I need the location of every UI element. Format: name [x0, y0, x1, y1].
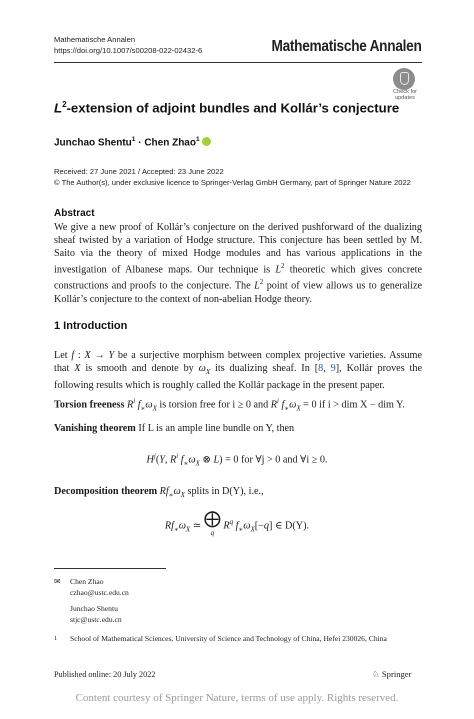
contact-email[interactable]: czhao@ustc.edu.cn: [70, 587, 129, 597]
decomposition-equation: $Rf_∗\omega_X$ ≃ ⨁ q $R^q$ $f_∗\omega_X[-q]$ ∈ D(Y).: [164, 509, 310, 537]
vanishing-theorem: Vanishing theorem If L is an ample line bundle on Y, then: [54, 423, 295, 434]
footnote-rule: [54, 568, 166, 569]
published-online: Published online: 20 July 2022: [54, 670, 156, 679]
courtesy-notice: Content courtesy of Springer Nature, terms of use apply. Rights reserved.: [75, 692, 399, 704]
author-name: Chen Zhao: [144, 137, 196, 149]
badge-label: Check for updates: [393, 89, 417, 101]
orcid-icon[interactable]: [202, 137, 211, 146]
header-rule: [54, 62, 422, 63]
citation-link[interactable]: 8: [318, 363, 324, 374]
affiliation-number: 1: [54, 635, 58, 642]
check-for-updates-badge[interactable]: [388, 68, 422, 101]
contact-name: Junchao Shentu: [70, 604, 118, 613]
bookmark-icon: [393, 68, 415, 90]
affiliation-text: School of Mathematical Sciences, University of Science and Technology of China, Hefei 230026, China: [70, 634, 387, 643]
contact-email[interactable]: stjc@ustc.edu.cn: [70, 614, 122, 624]
author-name: Junchao Shentu: [54, 137, 132, 149]
abstract-body: We give a new proof of Kollár’s conjecture on the derived pushforward of the dualizing sheaf twisted by a variation of Hodge structure. This conjecture has been settled by M. Saito via the theory of mixed Hodge modules and has various applications in the investigation of Albanese maps. Our technique is $L^2$ theoretic which gives concrete constructions and proofs to the conjecture. The $L^2$ point of view allows us to generalize Kollár’s conjecture to the context of non-abelian Hodge theory.: [54, 222, 422, 305]
copyright-line: © The Author(s), under exclusive licence to Springer-Verlag GmbH Germany, part of Springer Nature 2022: [54, 178, 411, 187]
vanishing-equation: $H^j(Y$, $R^i$ $f_∗\omega_X$ ⊗ L) = 0 for ∀j > 0 and ∀i ≥ 0.: [146, 452, 328, 468]
journal-small: Mathematische Annalen: [54, 35, 136, 44]
springer-horse-icon: ♘: [372, 669, 380, 679]
author-list: Junchao Shentu$^1$ · Chen Zhao$^1$: [54, 136, 211, 148]
envelope-icon: ✉: [54, 577, 61, 586]
contact-name: Chen Zhao: [70, 577, 104, 586]
journal-title: Mathematische Annalen: [271, 38, 422, 55]
torsion-freeness: Torsion freeness $R^i$ $f_∗\omega_X$ is torsion free for i ≥ 0 and $R^i$ $f_∗\omega_X = 0$ if i > dim X − dim Y.: [54, 397, 405, 413]
title-text: -extension of adjoint bundles and Kollár’s conjecture: [66, 100, 400, 116]
abstract-heading: Abstract: [54, 208, 95, 219]
article-title: $L^2$-extension of adjoint bundles and Kollár’s conjecture: [54, 100, 400, 116]
title-superscript: 2: [62, 100, 67, 109]
section-heading-introduction: 1 Introduction: [54, 320, 128, 332]
doi-link[interactable]: https://doi.org/10.1007/s00208-022-02432-6: [54, 46, 203, 55]
citation-link[interactable]: 9: [330, 363, 336, 374]
intro-paragraph: Let f : X → Y be a surjective morphism between complex projective varieties. Assume that X is smooth and denote by $\omega_X$ its dualizing sheaf. In [8, 9], Kollár proves the following results which is roughly called the Kollár package in the present paper.: [54, 350, 423, 392]
received-accepted: Received: 27 June 2021 / Accepted: 23 June 2022: [54, 167, 224, 176]
corresponding-author: [70, 577, 129, 625]
article-dates: [54, 166, 411, 188]
publisher-logo: ♘ Springer: [372, 669, 412, 679]
running-header: [54, 34, 202, 56]
decomposition-theorem: Decomposition theorem $Rf_∗\omega_X$ splits in D(Y), i.e.,: [54, 486, 264, 500]
